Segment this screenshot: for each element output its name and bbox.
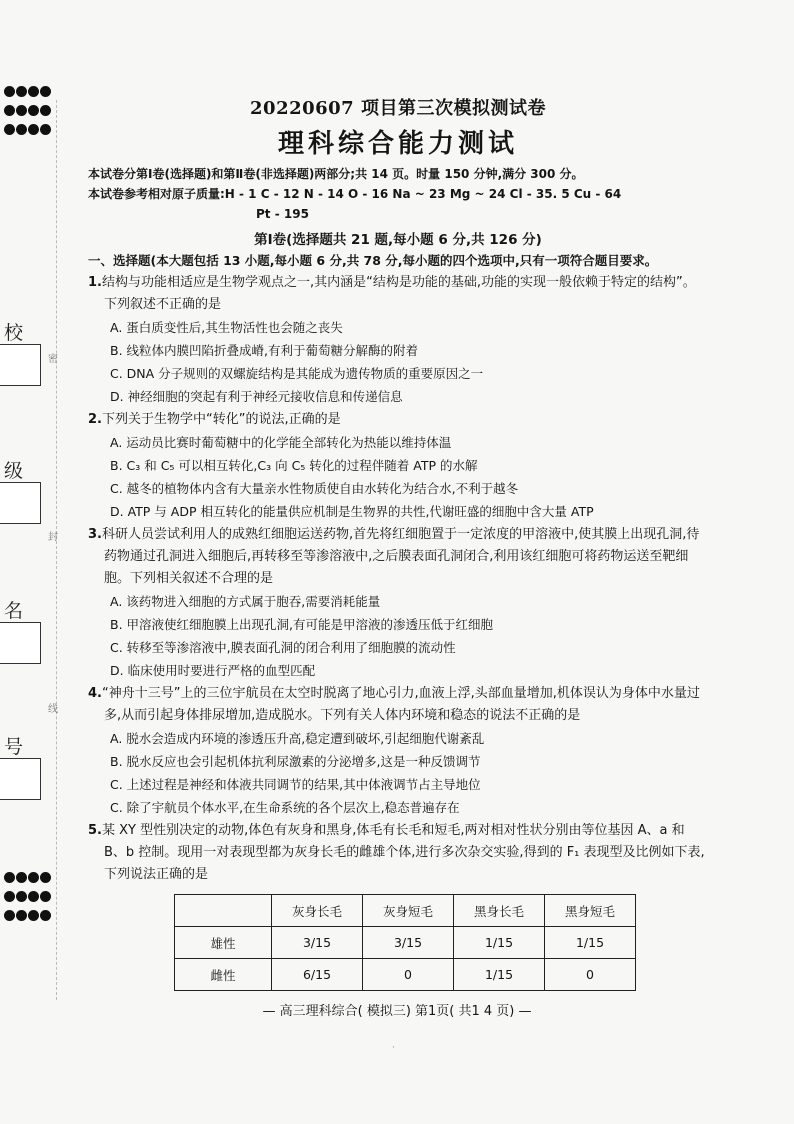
question-1: [88, 272, 708, 408]
table-header-row: [175, 895, 636, 927]
answer-option: C. 除了宇航员个体水平,在生命系统的各个层次上,稳态普遍存在: [110, 800, 460, 815]
exam-content: [88, 94, 708, 991]
answer-option: C. DNA 分子规则的双螺旋结构是其能成为遗传物质的重要原因之一: [110, 366, 484, 381]
binding-margin: [0, 0, 62, 1124]
table-row: [175, 959, 636, 991]
table-cell: 1/15: [454, 927, 545, 959]
table-cell: 3/15: [272, 927, 363, 959]
question-3: [88, 524, 708, 682]
answer-option: C. 转移至等渗溶液中,膜表面孔洞的闭合利用了细胞膜的流动性: [110, 640, 456, 655]
answer-option: B. 甲溶液使红细胞膜上出现孔洞,有可能是甲溶液的渗透压低于红细胞: [110, 617, 493, 632]
class-label: 级: [4, 460, 24, 482]
answer-option: D. 神经细胞的突起有利于神经元接收信息和传递信息: [110, 389, 403, 404]
school-label: 校: [4, 322, 24, 344]
answer-option: A. 脱水会造成内环境的渗透压升高,稳定遭到破坏,引起细胞代谢紊乱: [110, 731, 485, 746]
seam-mark: 线: [48, 704, 58, 715]
binding-dots-top: [4, 86, 56, 143]
question-text: 某 XY 型性别决定的动物,体色有灰身和黑身,体毛有长毛和短毛,两对相对性状分别由等位基因 A、a 和 B、b 控制。现用一对表现型都为灰身长毛的雌雄个体,进行多次杂交实验,得到的 F₁ 表现型及比例如下表,下列说法正确的是: [101, 823, 705, 882]
number-field[interactable]: [0, 758, 41, 800]
question-list: [88, 272, 708, 886]
question-5: [88, 820, 708, 886]
question-number: 5.: [88, 823, 102, 838]
seam-mark: 封: [48, 532, 58, 543]
answer-option: B. 线粒体内膜凹陷折叠成嵴,有利于葡萄糖分解酶的附着: [110, 343, 418, 358]
answer-option: A. 蛋白质变性后,其生物活性也会随之丧失: [110, 320, 343, 335]
question-number: 3.: [88, 527, 102, 542]
question-stem: [88, 409, 708, 431]
class-field[interactable]: [0, 482, 41, 524]
table-cell: 6/15: [272, 959, 363, 991]
info-line-1: 本试卷分第Ⅰ卷(选择题)和第Ⅱ卷(非选择题)两部分;共 14 页。时量 150 分钟,满分 300 分。: [88, 167, 584, 181]
scan-dot: ·: [392, 1043, 395, 1053]
number-label: 号: [4, 736, 24, 758]
section-heading: 一、选择题(本大题包括 13 小题,每小题 6 分,共 78 分,每小题的四个选项中,只有一项符合题目要求。: [88, 253, 658, 268]
info-line-3: Pt - 195: [256, 207, 309, 221]
question-text: 科研人员尝试利用人的成熟红细胞运送药物,首先将红细胞置于一定浓度的甲溶液中,使其膜上出现孔洞,待药物通过孔洞进入细胞后,再转移至等渗溶液中,之后膜表面孔洞闭合,利用该红细胞可将药物运送至靶细胞。下列相关叙述不合理的是: [101, 527, 700, 586]
school-field[interactable]: [0, 344, 41, 386]
table-cell: 1/15: [545, 927, 636, 959]
question-text: 下列关于生物学中“转化”的说法,正确的是: [101, 412, 341, 427]
question-number: 4.: [88, 686, 102, 701]
question-stem: [88, 524, 708, 590]
table-header-cell: 黑身短毛: [545, 895, 636, 927]
table-row: [175, 927, 636, 959]
answer-option: B. 脱水反应也会引起机体抗利尿激素的分泌增多,这是一种反馈调节: [110, 754, 481, 769]
seam-mark: 密: [48, 354, 58, 365]
table-cell: 0: [363, 959, 454, 991]
table-header-cell: 灰身长毛: [272, 895, 363, 927]
question-text: “神舟十三号”上的三位宇航员在太空时脱离了地心引力,血液上浮,头部血量增加,机体误认为身体中水量过多,从而引起身体排尿增加,造成脱水。下列有关人体内环境和稳态的说法不正确的是: [101, 686, 700, 723]
part-heading: 第Ⅰ卷(选择题共 21 题,每小题 6 分,共 126 分): [254, 232, 542, 248]
table-cell: 0: [545, 959, 636, 991]
exam-subject: 理科综合能力测试: [277, 129, 518, 159]
answer-option: C. 上述过程是神经和体液共同调节的结果,其中体液调节占主导地位: [110, 777, 481, 792]
question-stem: [88, 820, 708, 886]
name-field[interactable]: [0, 622, 41, 664]
answer-option: A. 该药物进入细胞的方式属于胞吞,需要消耗能量: [110, 594, 381, 609]
answer-option: C. 越冬的植物体内含有大量亲水性物质使自由水转化为结合水,不利于越冬: [110, 481, 519, 496]
question-4: [88, 683, 708, 819]
answer-option: D. ATP 与 ADP 相互转化的能量供应机制是生物界的共性,代谢旺盛的细胞中含大量 ATP: [110, 504, 594, 519]
question-stem: [88, 272, 708, 316]
table-header-cell: 灰身短毛: [363, 895, 454, 927]
answer-option: B. C₃ 和 C₅ 可以相互转化,C₃ 向 C₅ 转化的过程伴随着 ATP 的水解: [110, 458, 478, 473]
answer-option: D. 临床使用时要进行严格的血型匹配: [110, 663, 316, 678]
table-cell: 雌性: [175, 959, 272, 991]
binding-dots-bottom: [4, 872, 56, 929]
seal-line: [56, 100, 57, 1000]
genotype-table: [174, 894, 636, 991]
question-stem: [88, 683, 708, 727]
info-line-2: 本试卷参考相对原子质量:H - 1 C - 12 N - 14 O - 16 Na ~ 23 Mg ~ 24 Cl - 35. 5 Cu - 64: [88, 187, 622, 201]
question-number: 2.: [88, 412, 102, 427]
question-number: 1.: [88, 275, 102, 290]
page-footer: — 高三理科综合( 模拟三) 第1页( 共1 4 页) —: [262, 1004, 532, 1019]
exam-info: [88, 164, 708, 224]
table-header-cell: [175, 895, 272, 927]
table-cell: 3/15: [363, 927, 454, 959]
table-cell: 1/15: [454, 959, 545, 991]
name-label: 名: [4, 600, 24, 622]
question-text: 结构与功能相适应是生物学观点之一,其内涵是“结构是功能的基础,功能的实现一般依赖于特定的结构”。下列叙述不正确的是: [101, 275, 696, 312]
question-2: [88, 409, 708, 523]
exam-title: 20220607 项目第三次模拟测试卷: [250, 98, 546, 119]
table-header-cell: 黑身长毛: [454, 895, 545, 927]
answer-option: A. 运动员比赛时葡萄糖中的化学能全部转化为热能以维持体温: [110, 435, 452, 450]
table-cell: 雄性: [175, 927, 272, 959]
